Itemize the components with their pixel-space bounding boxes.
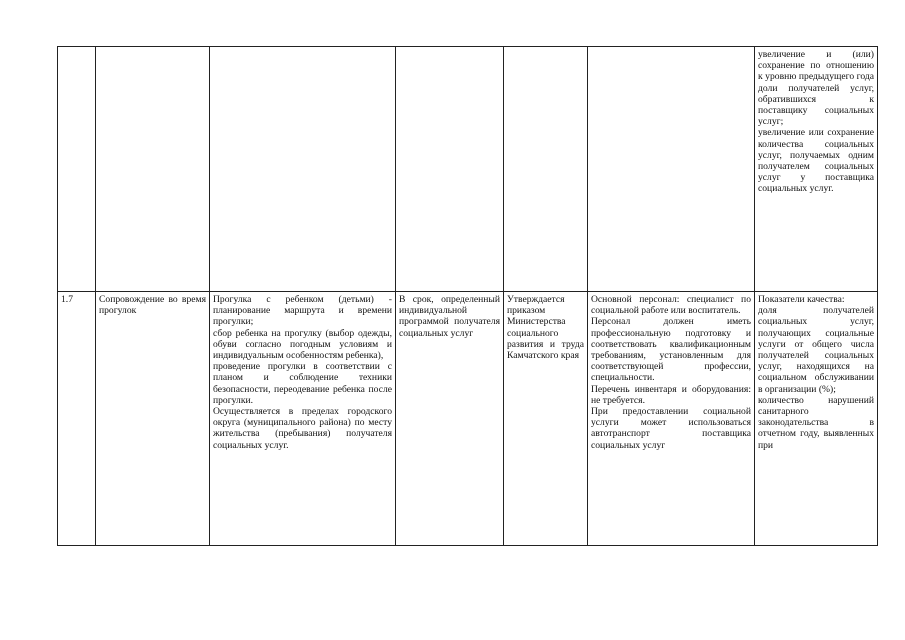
description-text: Прогулка с ребенком (детьми) - планирование маршрута и времени прогулки;: [213, 294, 392, 328]
services-table: [57, 46, 878, 546]
table-row-continuation: [58, 47, 878, 292]
cell-service-name: Сопровождение во время прогулок: [96, 292, 210, 546]
indicator-text: доля получателей социальных услуг, получающих социальные услуги от общего числа получателей социальных услуг, находящихся на социальном обслуживании в организации (%);: [758, 305, 874, 395]
cell-empty: [210, 47, 396, 292]
conditions-text: Основной персонал: специалист по социальной работе или воспитатель.: [591, 294, 751, 317]
cell-indicators: [755, 292, 878, 546]
cell-tariff: Утверждается приказом Министерства социального развития и труда Камчатского края: [504, 292, 588, 546]
description-text: сбор ребенка на прогулку (выбор одежды, обуви согласно погодным условиям и индивидуальным особенностям ребенка),: [213, 327, 392, 362]
cell-service-description: [210, 292, 396, 546]
description-text: проведение прогулки в соответствии с планом и соблюдение техники безопасности, переодевание ребенка после прогулки.: [213, 361, 392, 406]
indicator-text: Показатели качества:: [758, 294, 845, 305]
cell-conditions: [588, 292, 755, 546]
cell-empty: [588, 47, 755, 292]
description-text: Осуществляется в пределах городского округа (муниципального района) по месту жительства (пребывания) получателя социальных услуг.: [213, 406, 392, 451]
indicator-text: увеличение или сохранение количества социальных услуг, получаемых одним получателем социальных услуг у поставщика социальных услуг.: [758, 127, 874, 195]
cell-empty: [96, 47, 210, 292]
conditions-text: Персонал должен иметь профессиональную подготовку и соответствовать квалификационным требованиям, установленным для соответствующей профессии, специальности.: [591, 316, 751, 384]
conditions-text: Перечень инвентаря и оборудования: не требуется.: [591, 383, 751, 406]
indicator-text: увеличение и (или) сохранение по отношению к уровню предыдущего года доли получателей услуг, обратившихся к поставщику социальных услуг;: [758, 49, 874, 128]
cell-empty: [396, 47, 504, 292]
cell-empty: [504, 47, 588, 292]
indicator-text: количество нарушений санитарного законодательства в отчетном году, выявленных при: [758, 394, 874, 451]
cell-empty: [58, 47, 96, 292]
table-row-service: [58, 292, 878, 546]
cell-number: 1.7: [58, 292, 96, 546]
cell-indicators-continued: [755, 47, 878, 292]
cell-term: В срок, определенный индивидуальной программой получателя социальных услуг: [396, 292, 504, 546]
conditions-text: При предоставлении социальной услуги может использоваться автотранспорт поставщика социальных услуг: [591, 406, 751, 451]
